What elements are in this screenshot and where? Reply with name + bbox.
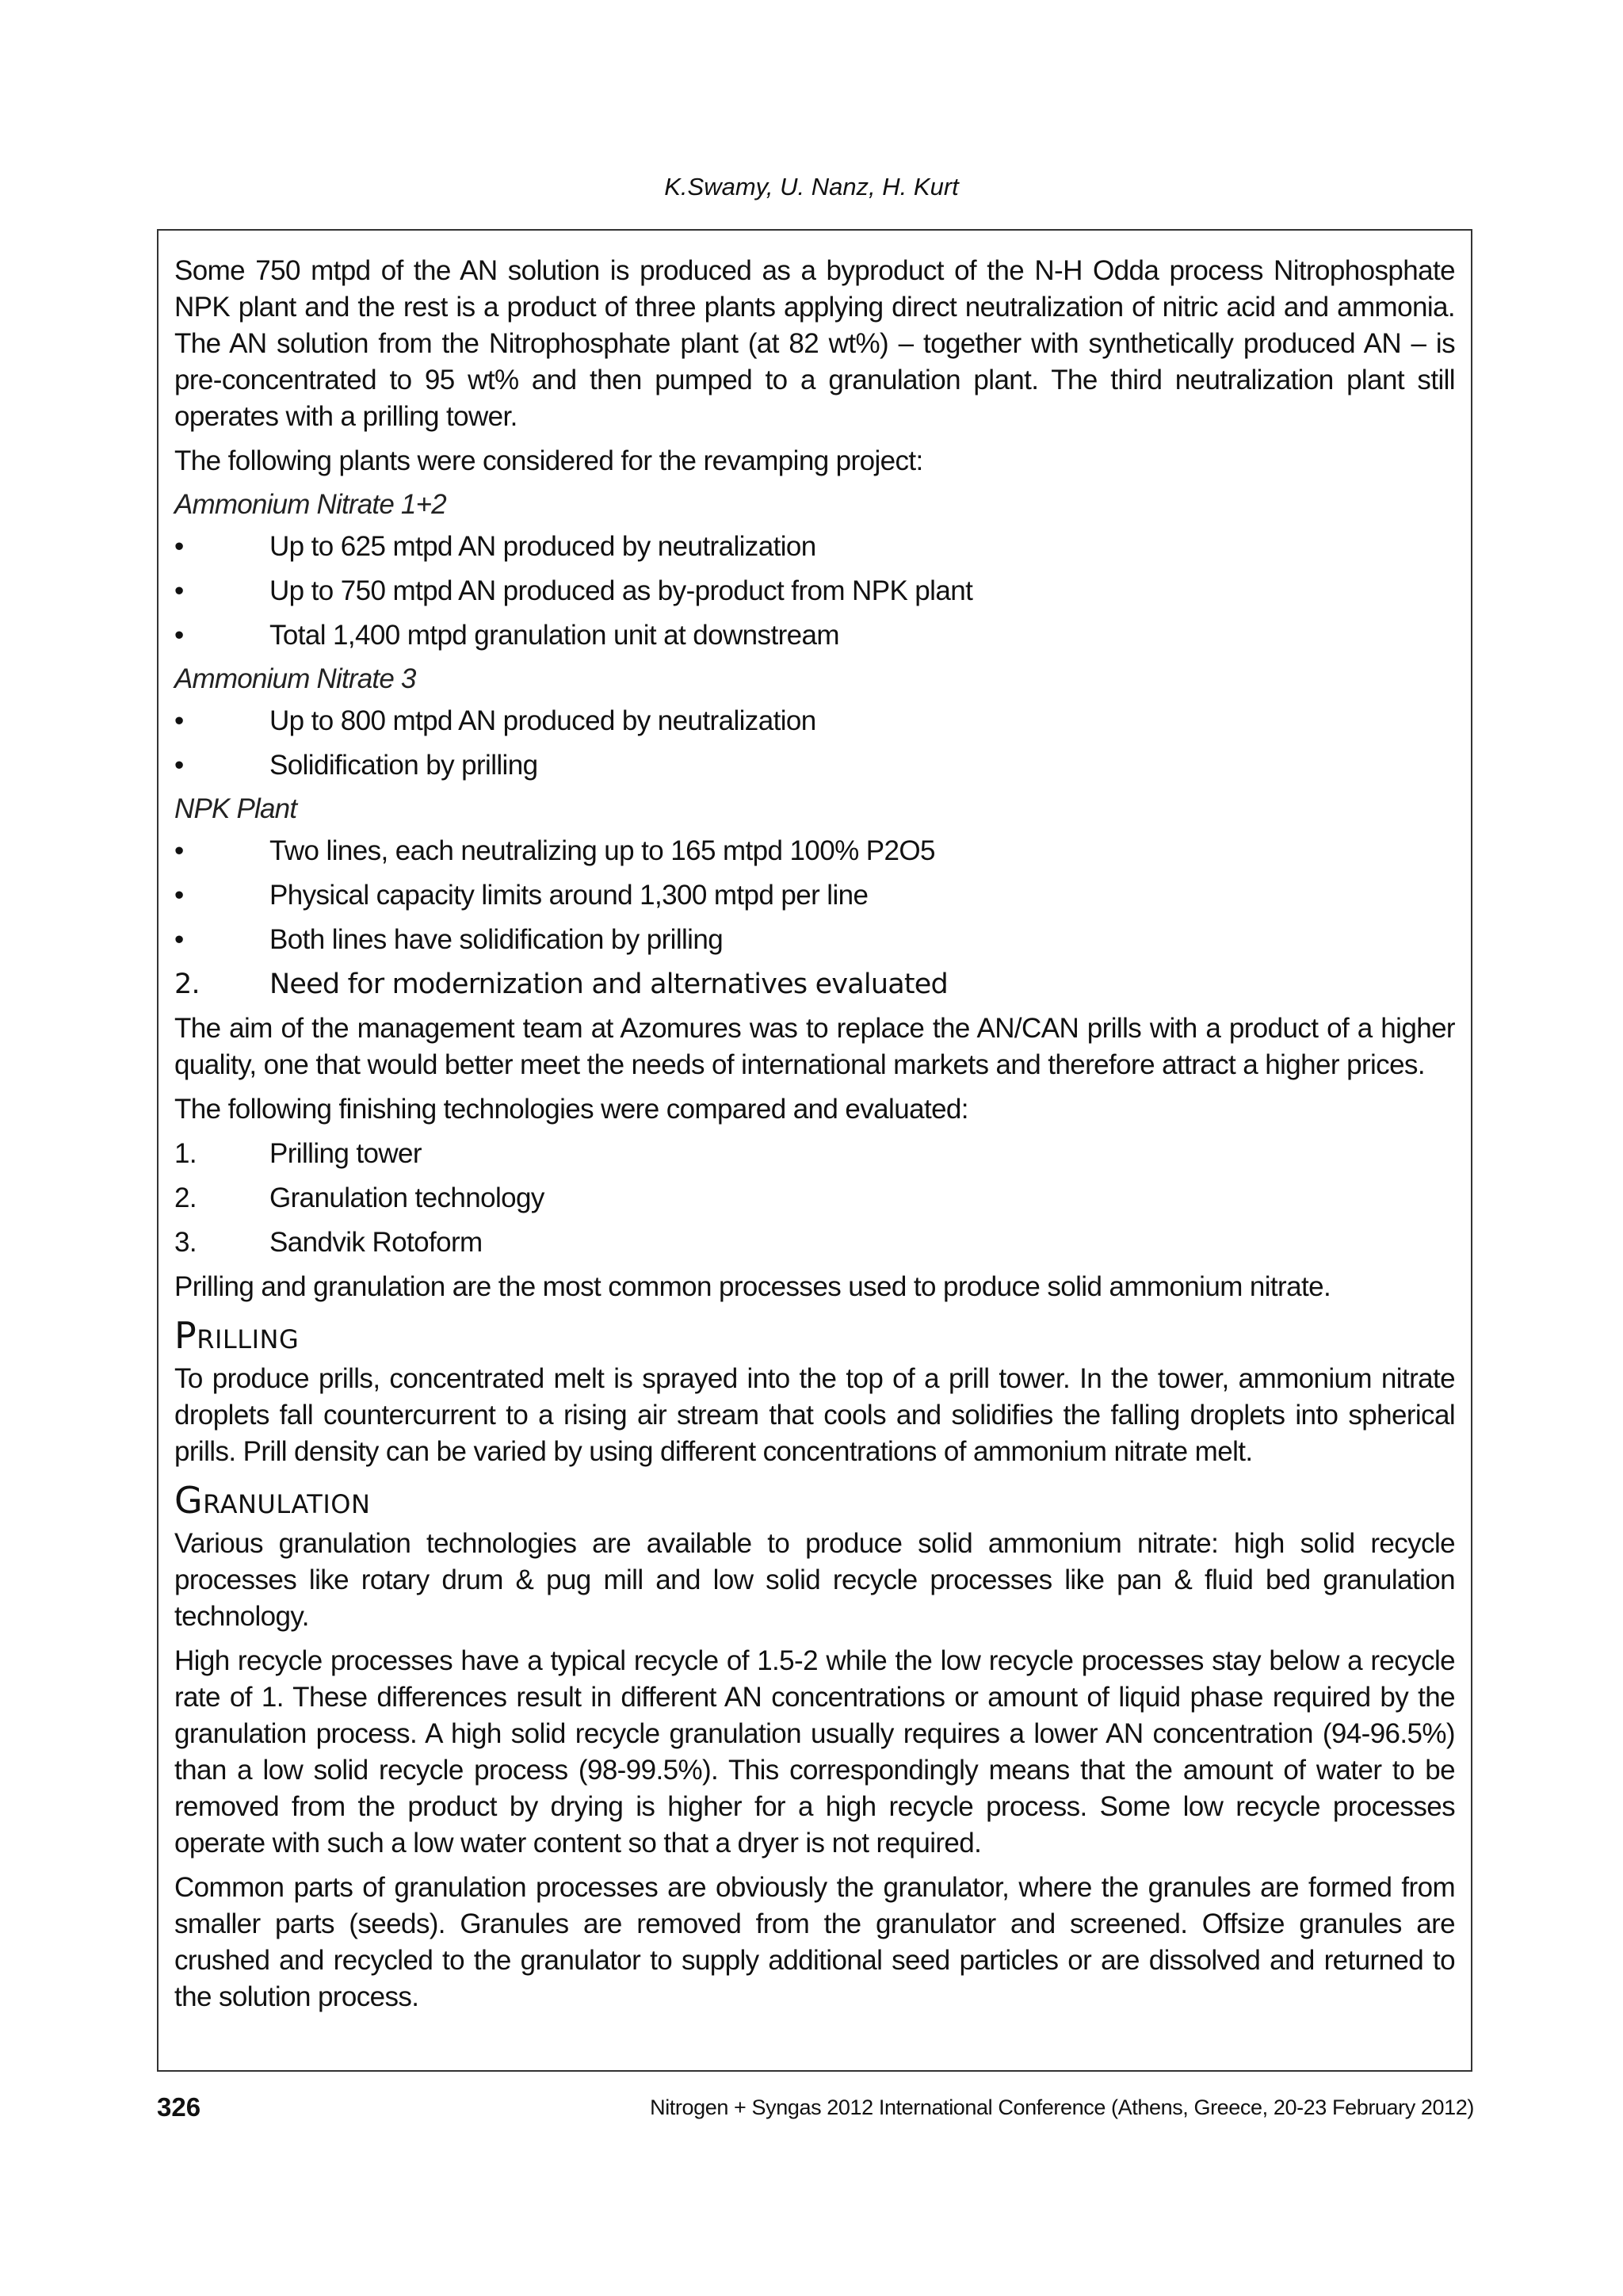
section-number: 2. <box>174 968 200 1000</box>
heading-granulation: Granulation <box>174 1479 371 1522</box>
page-number: 326 <box>157 2092 201 2122</box>
bullet-mark: • <box>174 835 184 866</box>
paragraph-technologies-intro: The following finishing technologies were compared and evaluated: <box>174 1094 968 1125</box>
list-npk <box>174 833 1455 958</box>
paragraph-aim: The aim of the management team at Azomures was to replace the AN/CAN prills with a product of a higher quality, one that would better meet the needs of international markets and therefore attract a higher prices. <box>174 1013 1455 1080</box>
list-item: • Solidification by prilling <box>174 747 1455 784</box>
list-item: 1. Prilling tower <box>174 1138 422 1169</box>
paragraph-an-solution: Some 750 mtpd of the AN solution is produced as a byproduct of the N-H Odda process Nitrophosphate NPK plant and the rest is a product of three plants applying direct neutralization of nitric acid and ammonia. The AN solution from the Nitrophosphate plant (at 82 wt%) – together with synthetically produced AN – is pre-concentrated to 95 wt% and then pumped to a granulation plant. The third neutralization plant still operates with a prilling tower. <box>174 255 1455 432</box>
list-item: • Total 1,400 mtpd granulation unit at downstream <box>174 617 1455 654</box>
list-item: • Physical capacity limits around 1,300 mtpd per line <box>174 877 1455 914</box>
bullet-mark: • <box>174 924 184 955</box>
list-item: • Two lines, each neutralizing up to 165 mtpd 100% P2O5 <box>174 833 1455 869</box>
bullet-mark: • <box>174 880 184 911</box>
section-title: Need for modernization and alternatives evaluated <box>269 968 948 1000</box>
list-item: • Up to 800 mtpd AN produced by neutralization <box>174 703 1455 739</box>
list-item: 3. Sandvik Rotoform <box>174 1227 483 1258</box>
bullet-mark: • <box>174 531 184 562</box>
list-item: • Up to 625 mtpd AN produced by neutralization <box>174 529 1455 565</box>
paragraph-granulation-1: Various granulation technologies are available to produce solid ammonium nitrate: high solid recycle processes like rotary drum & pug mill and low solid recycle processes like pan & fluid bed granulation technology. <box>174 1528 1455 1632</box>
bullet-mark: • <box>174 575 184 606</box>
list-item: 2. Granulation technology <box>174 1182 544 1213</box>
list-an12 <box>174 529 1455 654</box>
running-header-authors: K.Swamy, U. Nanz, H. Kurt <box>664 173 959 201</box>
section-heading-2 <box>174 966 1455 1003</box>
list-an3 <box>174 703 1455 784</box>
bullet-mark: • <box>174 705 184 736</box>
paragraph-prilling: To produce prills, concentrated melt is sprayed into the top of a prill tower. In the tower, ammonium nitrate droplets fall countercurrent to a rising air stream that cools and solidifies the falling droplets into spherical prills. Prill density can be varied by using different concentrations of ammonium nitrate melt. <box>174 1363 1455 1467</box>
list-item: • Both lines have solidification by prilling <box>174 922 1455 958</box>
list-technologies <box>174 1136 1455 1261</box>
subheading-an12: Ammonium Nitrate 1+2 <box>174 489 446 520</box>
bullet-mark: • <box>174 750 184 781</box>
paragraph-granulation-3: Common parts of granulation processes are obviously the granulator, where the granules are formed from smaller parts (seeds). Granules are removed from the granulator and screened. Offsize granules are crushed and recycled to the granulator to supply additional seed particles or are dissolved and returned to the solution process. <box>174 1872 1455 2012</box>
paragraph-common-processes: Prilling and granulation are the most common processes used to produce solid ammonium nitrate. <box>174 1271 1331 1302</box>
subheading-npk: NPK Plant <box>174 793 297 824</box>
subheading-an3: Ammonium Nitrate 3 <box>174 663 416 694</box>
list-item: • Up to 750 mtpd AN produced as by-product from NPK plant <box>174 573 1455 609</box>
paragraph-granulation-2: High recycle processes have a typical recycle of 1.5-2 while the low recycle processes stay below a recycle rate of 1. These differences result in different AN concentrations or amount of liquid phase required by the granulation process. A high solid recycle granulation usually requires a lower AN concentration (94-96.5%) than a low solid recycle process (98-99.5%). This correspondingly means that the amount of water to be removed from the product by drying is higher for a high recycle process. Some low recycle processes operate with such a low water content so that a dryer is not required. <box>174 1645 1455 1859</box>
heading-prilling: Prilling <box>174 1314 300 1357</box>
text-frame <box>157 229 1472 2072</box>
paragraph-plants-considered: The following plants were considered for the revamping project: <box>174 445 923 476</box>
footer-conference: Nitrogen + Syngas 2012 International Conference (Athens, Greece, 20-23 February 2012) <box>650 2095 1474 2119</box>
bullet-mark: • <box>174 620 184 651</box>
